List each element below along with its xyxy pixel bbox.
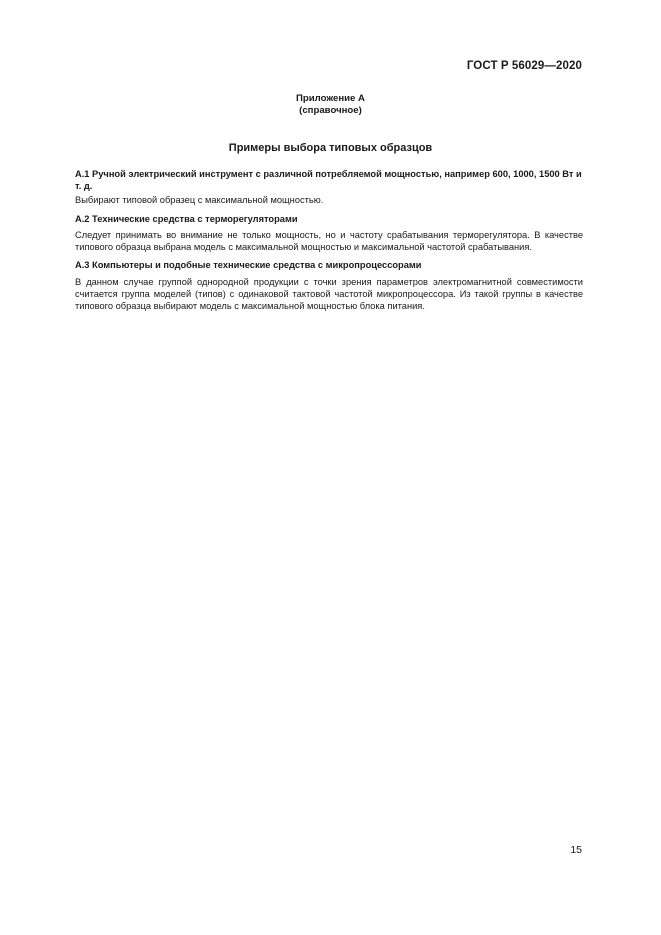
section-text-a2 [75, 229, 583, 253]
appendix-type: (справочное) [299, 105, 362, 116]
appendix-header [0, 93, 661, 117]
section-text-a3-content: В данном случае группой однородной продукции с точки зрения параметров электромагнитной совместимости считается группа моделей (типов) с одинаковой тактовой частотой микропроцессора. Из такой группы в качестве типового образца выбирают модель с максимальной мощностью блока питания. [75, 277, 583, 311]
section-text-a2-content: Следует принимать во внимание не только мощность, но и частоту срабатывания терморегулятора. В качестве типового образца выбрана модель с максимальной мощностью и максимальной частотой срабатывания. [75, 230, 583, 252]
section-heading-a1: А.1 Ручной электрический инструмент с различной потребляемой мощностью, например 600, 1000, 1500 Вт и т. д. [75, 169, 582, 191]
page-number: 15 [570, 844, 582, 856]
appendix-title: Примеры выбора типовых образцов [228, 142, 433, 154]
section-heading-a2: А.2 Технические средства с терморегуляторами [75, 214, 298, 224]
section-text-a1 [75, 194, 583, 206]
section-heading-a3: А.3 Компьютеры и подобные технические средства с микропроцессорами [75, 260, 422, 270]
section-text-a3 [75, 276, 583, 312]
appendix-label: Приложение А [296, 93, 365, 104]
section-text-a1-content: Выбирают типовой образец с максимальной мощностью. [75, 195, 324, 205]
standard-code: ГОСТ Р 56029—2020 [466, 60, 582, 72]
